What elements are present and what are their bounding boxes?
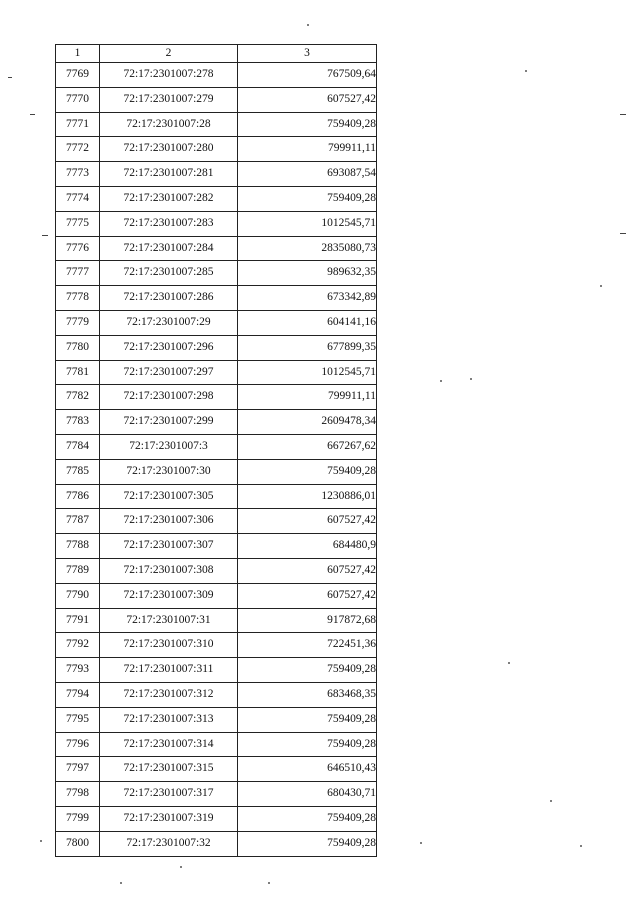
value-cell: 2835080,73 — [238, 236, 377, 261]
row-number-cell: 7783 — [56, 410, 100, 435]
row-number-cell: 7790 — [56, 583, 100, 608]
table-row — [56, 782, 377, 807]
row-number-cell: 7791 — [56, 608, 100, 633]
value-cell: 646510,43 — [238, 757, 377, 782]
scan-speck — [470, 378, 472, 380]
table-row — [56, 410, 377, 435]
row-number-cell: 7774 — [56, 186, 100, 211]
table-row — [56, 682, 377, 707]
cadastral-number-cell: 72:17:2301007:319 — [100, 806, 238, 831]
value-cell: 722451,36 — [238, 633, 377, 658]
scan-speck — [40, 840, 42, 842]
cadastral-number-cell: 72:17:2301007:309 — [100, 583, 238, 608]
cadastral-number-cell: 72:17:2301007:312 — [100, 682, 238, 707]
cadastral-number-cell: 72:17:2301007:30 — [100, 459, 238, 484]
value-cell: 683468,35 — [238, 682, 377, 707]
row-number-cell: 7775 — [56, 211, 100, 236]
column-header-value: 3 — [238, 45, 377, 63]
row-number-cell: 7777 — [56, 261, 100, 286]
table-row — [56, 236, 377, 261]
row-number-cell: 7773 — [56, 162, 100, 187]
value-cell: 759409,28 — [238, 112, 377, 137]
table-row — [56, 434, 377, 459]
row-number-cell: 7789 — [56, 558, 100, 583]
table-row — [56, 757, 377, 782]
cadastral-number-cell: 72:17:2301007:32 — [100, 831, 238, 856]
value-cell: 759409,28 — [238, 658, 377, 683]
cadastral-number-cell: 72:17:2301007:305 — [100, 484, 238, 509]
row-number-cell: 7800 — [56, 831, 100, 856]
scan-speck — [580, 845, 582, 847]
scan-speck — [440, 380, 442, 382]
row-number-cell: 7784 — [56, 434, 100, 459]
table-row — [56, 261, 377, 286]
row-number-cell: 7799 — [56, 806, 100, 831]
row-number-cell: 7793 — [56, 658, 100, 683]
scan-mark — [620, 233, 626, 234]
scan-speck — [525, 70, 527, 72]
cadastral-number-cell: 72:17:2301007:31 — [100, 608, 238, 633]
table-row — [56, 658, 377, 683]
table-row — [56, 608, 377, 633]
table-row — [56, 831, 377, 856]
value-cell: 673342,89 — [238, 286, 377, 311]
scan-mark — [42, 235, 48, 236]
row-number-cell: 7785 — [56, 459, 100, 484]
value-cell: 667267,62 — [238, 434, 377, 459]
value-cell: 799911,11 — [238, 137, 377, 162]
row-number-cell: 7776 — [56, 236, 100, 261]
scan-speck — [120, 882, 122, 884]
column-header-number: 1 — [56, 45, 100, 63]
table-row — [56, 459, 377, 484]
cadastral-number-cell: 72:17:2301007:299 — [100, 410, 238, 435]
table-row — [56, 534, 377, 559]
scan-speck — [600, 285, 602, 287]
cadastral-number-cell: 72:17:2301007:315 — [100, 757, 238, 782]
cadastral-number-cell: 72:17:2301007:283 — [100, 211, 238, 236]
table-row — [56, 186, 377, 211]
value-cell: 799911,11 — [238, 385, 377, 410]
row-number-cell: 7772 — [56, 137, 100, 162]
cadastral-number-cell: 72:17:2301007:313 — [100, 707, 238, 732]
cadastral-number-cell: 72:17:2301007:297 — [100, 360, 238, 385]
row-number-cell: 7787 — [56, 509, 100, 534]
scan-mark — [620, 114, 626, 115]
row-number-cell: 7792 — [56, 633, 100, 658]
scan-speck — [307, 24, 309, 26]
cadastral-number-cell: 72:17:2301007:314 — [100, 732, 238, 757]
table-row — [56, 707, 377, 732]
cadastral-number-cell: 72:17:2301007:286 — [100, 286, 238, 311]
cadastral-number-cell: 72:17:2301007:310 — [100, 633, 238, 658]
table-row — [56, 211, 377, 236]
table-row — [56, 286, 377, 311]
row-number-cell: 7779 — [56, 310, 100, 335]
value-cell: 759409,28 — [238, 707, 377, 732]
value-cell: 759409,28 — [238, 732, 377, 757]
row-number-cell: 7770 — [56, 87, 100, 112]
scan-speck — [268, 882, 270, 884]
row-number-cell: 7796 — [56, 732, 100, 757]
value-cell: 607527,42 — [238, 87, 377, 112]
value-cell: 693087,54 — [238, 162, 377, 187]
scan-mark — [8, 77, 12, 78]
cadastral-number-cell: 72:17:2301007:296 — [100, 335, 238, 360]
row-number-cell: 7794 — [56, 682, 100, 707]
scan-speck — [508, 662, 510, 664]
cadastral-number-cell: 72:17:2301007:281 — [100, 162, 238, 187]
table-row — [56, 112, 377, 137]
scan-speck — [180, 866, 182, 868]
cadastral-number-cell: 72:17:2301007:284 — [100, 236, 238, 261]
value-cell: 989632,35 — [238, 261, 377, 286]
table-row — [56, 63, 377, 88]
value-cell: 607527,42 — [238, 509, 377, 534]
row-number-cell: 7778 — [56, 286, 100, 311]
row-number-cell: 7797 — [56, 757, 100, 782]
value-cell: 684480,9 — [238, 534, 377, 559]
cadastral-number-cell: 72:17:2301007:279 — [100, 87, 238, 112]
value-cell: 607527,42 — [238, 583, 377, 608]
value-cell: 759409,28 — [238, 459, 377, 484]
table-row — [56, 583, 377, 608]
value-cell: 607527,42 — [238, 558, 377, 583]
column-header-cadastral: 2 — [100, 45, 238, 63]
value-cell: 680430,71 — [238, 782, 377, 807]
scan-mark — [30, 114, 35, 115]
value-cell: 759409,28 — [238, 831, 377, 856]
cadastral-number-cell: 72:17:2301007:306 — [100, 509, 238, 534]
cadastral-number-cell: 72:17:2301007:280 — [100, 137, 238, 162]
row-number-cell: 7798 — [56, 782, 100, 807]
value-cell: 759409,28 — [238, 186, 377, 211]
cadastral-number-cell: 72:17:2301007:298 — [100, 385, 238, 410]
value-cell: 2609478,34 — [238, 410, 377, 435]
cadastral-number-cell: 72:17:2301007:308 — [100, 558, 238, 583]
value-cell: 677899,35 — [238, 335, 377, 360]
table-row — [56, 360, 377, 385]
cadastral-number-cell: 72:17:2301007:317 — [100, 782, 238, 807]
table-row — [56, 509, 377, 534]
cadastral-number-cell: 72:17:2301007:3 — [100, 434, 238, 459]
value-cell: 917872,68 — [238, 608, 377, 633]
table-row — [56, 162, 377, 187]
cadastral-number-cell: 72:17:2301007:307 — [100, 534, 238, 559]
table-row — [56, 484, 377, 509]
scan-speck — [550, 800, 552, 802]
value-cell: 604141,16 — [238, 310, 377, 335]
table-row — [56, 732, 377, 757]
cadastral-number-cell: 72:17:2301007:285 — [100, 261, 238, 286]
row-number-cell: 7771 — [56, 112, 100, 137]
row-number-cell: 7788 — [56, 534, 100, 559]
cadastral-number-cell: 72:17:2301007:28 — [100, 112, 238, 137]
table-header-row — [56, 45, 377, 63]
row-number-cell: 7780 — [56, 335, 100, 360]
cadastral-number-cell: 72:17:2301007:282 — [100, 186, 238, 211]
row-number-cell: 7786 — [56, 484, 100, 509]
row-number-cell: 7795 — [56, 707, 100, 732]
table-row — [56, 558, 377, 583]
cadastral-number-cell: 72:17:2301007:29 — [100, 310, 238, 335]
scan-speck — [420, 842, 422, 844]
registry-table — [55, 44, 377, 857]
table-row — [56, 633, 377, 658]
table-row — [56, 335, 377, 360]
table-row — [56, 87, 377, 112]
table-body — [56, 63, 377, 857]
value-cell: 759409,28 — [238, 806, 377, 831]
value-cell: 1012545,71 — [238, 360, 377, 385]
table-row — [56, 137, 377, 162]
value-cell: 1230886,01 — [238, 484, 377, 509]
row-number-cell: 7781 — [56, 360, 100, 385]
cadastral-number-cell: 72:17:2301007:311 — [100, 658, 238, 683]
table-row — [56, 806, 377, 831]
value-cell: 767509,64 — [238, 63, 377, 88]
row-number-cell: 7782 — [56, 385, 100, 410]
table-row — [56, 385, 377, 410]
cadastral-number-cell: 72:17:2301007:278 — [100, 63, 238, 88]
table-row — [56, 310, 377, 335]
row-number-cell: 7769 — [56, 63, 100, 88]
value-cell: 1012545,71 — [238, 211, 377, 236]
